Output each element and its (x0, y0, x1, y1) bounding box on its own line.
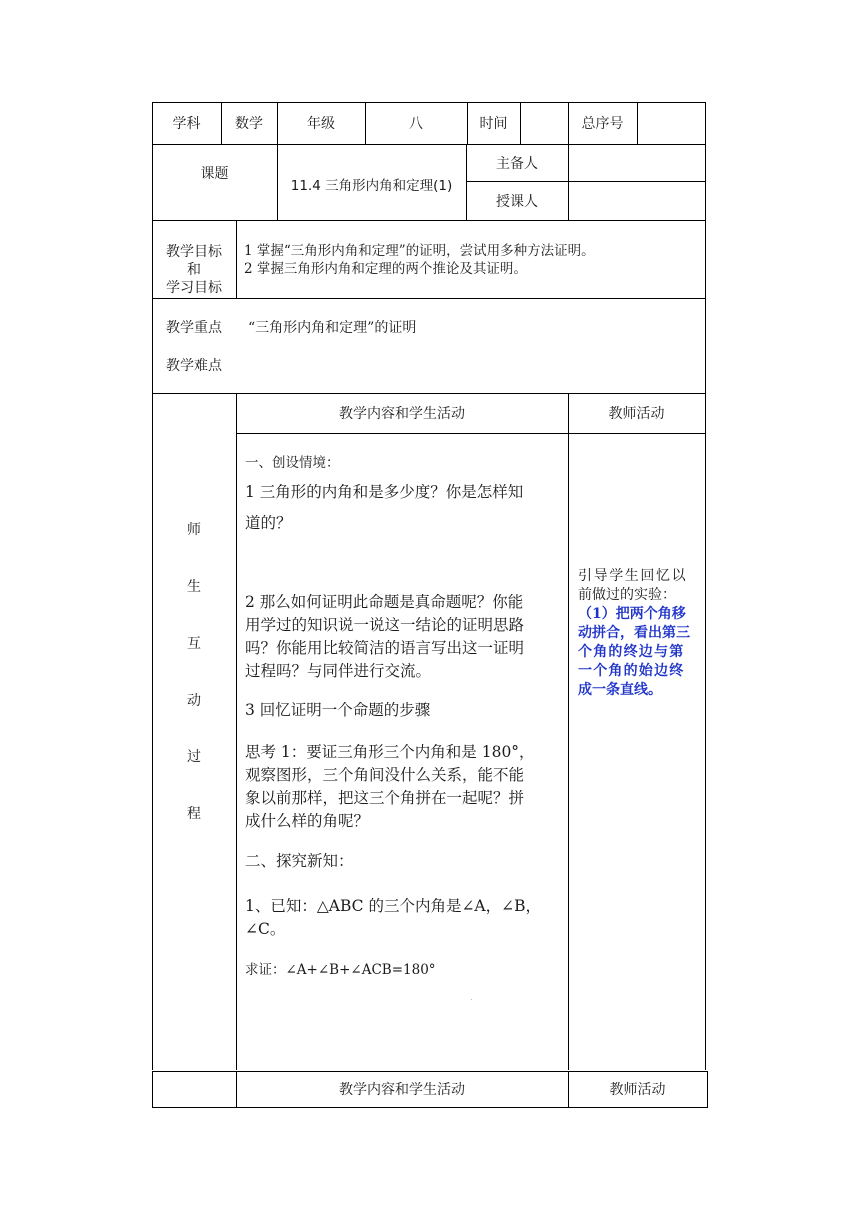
serial-value (637, 102, 705, 144)
table-line (568, 393, 569, 1070)
grade-value: 八 (409, 116, 423, 132)
subject-value: 数学 (235, 116, 263, 132)
key-point-label: 教学重点 (166, 320, 222, 336)
content-column-header: 教学内容和学生活动 (339, 406, 465, 422)
time-value (520, 102, 568, 144)
question-text: 2 那么如何证明此命题是真命题呢？你能 (245, 593, 524, 611)
objectives-label-line2: 和 (187, 262, 201, 278)
prove-text: 求证：∠A+∠B+∠ACB=180° (245, 962, 436, 978)
teacher-value (568, 181, 705, 220)
think-text: 成什么样的角呢？ (245, 812, 370, 830)
difficult-point-label: 教学难点 (166, 358, 222, 374)
process-side-char: 生 (187, 579, 201, 595)
question-text: 吗？你能用比较简洁的语言写出这一证明 (245, 639, 525, 657)
objectives-label-line1: 教学目标 (166, 244, 222, 260)
table-line (707, 1071, 708, 1108)
topic-label: 课题 (200, 166, 229, 182)
scan-speck (471, 999, 472, 1000)
process-side-char: 动 (187, 693, 201, 709)
content-column-header: 教学内容和学生活动 (339, 1082, 465, 1098)
teacher-activity-highlight: 成一条直线。 (578, 682, 662, 698)
objective-item-2: 2 掌握三角形内角和定理的两个推论及其证明。 (244, 261, 527, 277)
topic-value: 11.4 三角形内角和定理(1) (290, 178, 453, 194)
teacher-activity-highlight: 动拼合，看出第三 (578, 625, 690, 641)
subject-label: 学科 (172, 116, 201, 132)
process-side-char: 过 (187, 749, 201, 765)
section-title: 一、创设情境： (245, 455, 340, 471)
table-line (236, 433, 706, 434)
think-text: 观察图形，三个角间没什么关系，能不能 (245, 766, 525, 784)
process-side-char: 师 (187, 522, 201, 538)
key-point-content: “三角形内角和定理”的证明 (248, 320, 417, 336)
table-line (152, 1071, 153, 1108)
think-text: 象以前那样，把这三个角拼在一起呢？拼 (245, 789, 525, 807)
objectives-label-line3: 学习目标 (166, 280, 222, 296)
question-text: 3 回忆证明一个命题的步骤 (245, 701, 431, 719)
preparer-label: 主备人 (496, 155, 538, 172)
question-text: 过程吗？与同伴进行交流。 (245, 662, 432, 680)
table-line (705, 102, 706, 1070)
teacher-column-header: 教师活动 (608, 406, 665, 422)
table-line (236, 393, 237, 1070)
serial-label: 总序号 (581, 116, 624, 132)
question-text: 道的？ (245, 514, 292, 532)
given-text: 1、已知：△ABC 的三个内角是∠A，∠B， (245, 897, 541, 915)
time-label: 时间 (479, 116, 508, 132)
teacher-activity-highlight: （1）把两个角移 (578, 606, 686, 622)
table-line (152, 298, 706, 299)
teacher-label: 授课人 (496, 193, 538, 210)
process-side-char: 互 (187, 636, 201, 652)
teacher-activity-text: 前做过的实验： (578, 587, 676, 603)
grade-label: 年级 (307, 116, 335, 132)
question-text: 用学过的知识说一说这一结论的证明思路 (245, 616, 525, 634)
given-text: ∠C。 (245, 920, 286, 938)
question-text: 1 三角形的内角和是多少度？你是怎样知 (245, 483, 524, 501)
teacher-column-header: 教师活动 (609, 1082, 666, 1098)
process-side-char: 程 (187, 806, 201, 822)
think-text: 思考 1：要证三角形三个内角和是 180°， (245, 743, 535, 761)
teacher-activity-text: 引导学生回忆以 (578, 568, 688, 584)
preparer-value (568, 144, 705, 181)
objective-item-1: 1 掌握“三角形内角和定理”的证明，尝试用多种方法证明。 (244, 243, 595, 259)
teacher-activity-highlight: 一个角的始边终 (578, 663, 685, 679)
section-title: 二、探究新知： (245, 852, 354, 870)
teacher-activity-highlight: 个角的终边与第 (578, 644, 685, 660)
table-line (236, 220, 237, 298)
